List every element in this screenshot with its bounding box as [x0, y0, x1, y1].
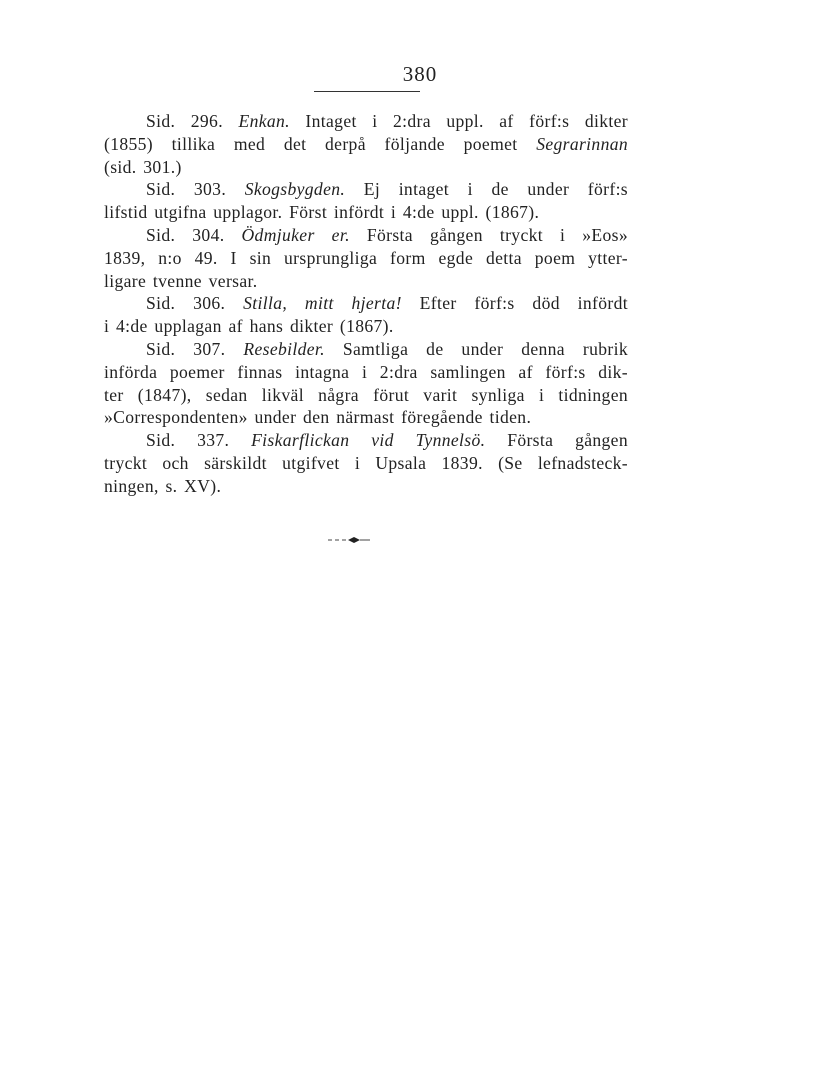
poem-title: Enkan.	[238, 111, 290, 131]
poem-title: Ödmjuker er.	[241, 224, 350, 245]
note-line	[104, 178, 628, 201]
note-line: (sid. 301.)	[104, 156, 182, 177]
poem-title: Resebilder.	[243, 338, 325, 359]
notes-text	[104, 110, 628, 498]
note-text: Första gången tryckt i »Eos»	[366, 224, 628, 245]
note-ref: Sid. 307.	[146, 338, 226, 359]
note-ref: Sid. 304.	[146, 224, 225, 245]
note-line: 1839, n:o 49. I sin ursprungliga form egde detta poem ytter-	[104, 247, 628, 268]
note-line: införda poemer finnas intagna i 2:dra samlingen af förf:s dik-	[104, 361, 628, 382]
note-line: i 4:de upplagan af hans dikter (1867).	[104, 316, 394, 337]
note-text: Samtliga de under denna rubrik	[342, 338, 628, 359]
note-line	[104, 292, 628, 315]
note-line: ligare tvenne versar.	[104, 270, 258, 291]
note-line: lifstid utgifna upplagor. Först infördt i 4:de uppl. (1867).	[104, 202, 540, 223]
note-ref: Sid. 337.	[146, 430, 230, 451]
note-line	[104, 224, 628, 247]
poem-title: Fiskarflickan vid Tynnelsö.	[251, 430, 486, 451]
note-ref: Sid. 306.	[146, 293, 226, 314]
note-text: (1855) tillika med det derpå följande poemet	[104, 133, 518, 154]
poem-title: Segrarinnan	[536, 133, 629, 154]
note-line: tryckt och särskildt utgifvet i Upsala 1839. (Se lefnadsteck-	[104, 452, 628, 473]
note-line: ter (1847), sedan likväl några förut varit synliga i tidningen	[104, 384, 628, 405]
header-rule	[314, 91, 420, 92]
note-ref: Sid. 296.	[146, 111, 223, 131]
note-text: Ej intaget i de under förf:s	[363, 179, 629, 200]
note-text: Första gången	[507, 430, 628, 451]
note-line: ningen, s. XV).	[104, 475, 222, 496]
note-line	[104, 133, 628, 156]
note-line	[104, 429, 628, 452]
note-text: Intaget i 2:dra uppl. af förf:s dikter	[305, 111, 628, 131]
note-text: Efter förf:s död infördt	[419, 293, 629, 314]
note-ref: Sid. 303.	[146, 179, 227, 200]
fleuron-ornament-icon	[326, 533, 374, 547]
page-number: 380	[402, 62, 438, 86]
note-line: »Correspondenten» under den närmast föregående tiden.	[104, 407, 532, 428]
note-line	[104, 110, 628, 133]
note-line	[104, 338, 628, 361]
poem-title: Stilla, mitt hjerta!	[243, 293, 402, 314]
poem-title: Skogsbygden.	[244, 179, 346, 200]
